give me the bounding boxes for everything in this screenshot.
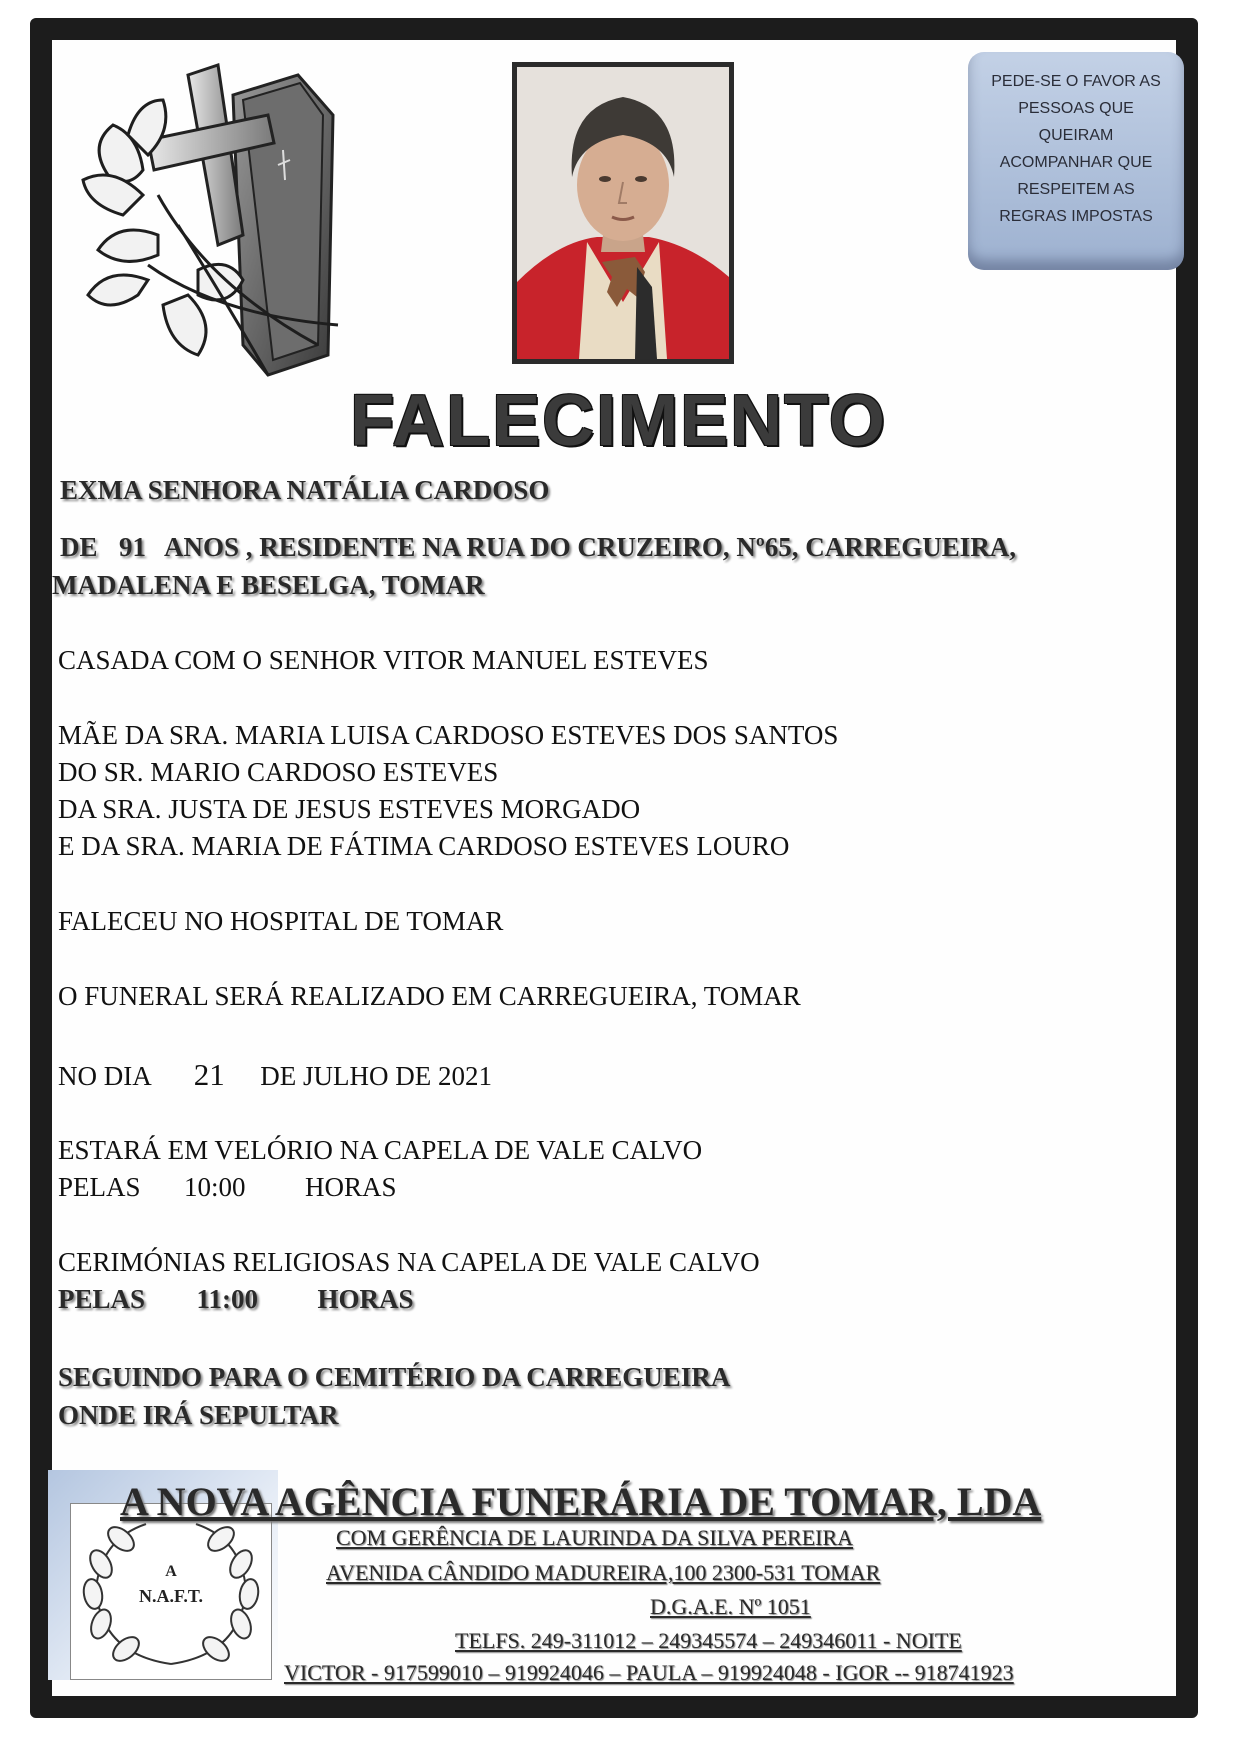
date-prefix: NO DIA <box>58 1061 151 1091</box>
agency-management: COM GERÊNCIA DE LAURINDA DA SILVA PEREIRA <box>336 1525 854 1550</box>
notice-line: REGRAS IMPOSTAS <box>999 208 1153 225</box>
laurel-wreath-icon <box>70 1503 272 1680</box>
funeral-place: O FUNERAL SERÁ REALIZADO EM CARREGUEIRA, TOMAR <box>58 981 801 1011</box>
age-value: 91 <box>119 532 147 562</box>
ceremony-prefix: PELAS <box>58 1284 146 1314</box>
burial-line: SEGUINDO PARA O CEMITÉRIO DA CARREGUEIRA <box>58 1362 731 1392</box>
residence: ANOS , RESIDENTE NA RUA DO CRUZEIRO, Nº65, CARREGUEIRA, <box>164 532 1017 562</box>
ceremony-line: CERIMÓNIAS RELIGIOSAS NA CAPELA DE VALE CALVO <box>58 1247 760 1277</box>
agency-dgae: D.G.A.E. Nº 1051 <box>650 1594 811 1619</box>
deceased-age-residence <box>60 532 1016 563</box>
notice-line: ACOMPANHAR QUE <box>999 154 1153 171</box>
child-line: E DA SRA. MARIA DE FÁTIMA CARDOSO ESTEVES LOURO <box>58 831 790 861</box>
notice-line: RESPEITEM AS <box>1017 181 1135 198</box>
burial-line: ONDE IRÁ SEPULTAR <box>58 1400 339 1430</box>
ceremony-time <box>58 1284 414 1315</box>
residence-continued: MADALENA E BESELGA, TOMAR <box>52 570 485 600</box>
page-title: FALECIMENTO <box>350 381 887 461</box>
date-month-year: DE JULHO DE 2021 <box>260 1061 492 1091</box>
age-prefix: DE <box>60 532 98 562</box>
funeral-date <box>58 1057 492 1093</box>
death-place: FALECEU NO HOSPITAL DE TOMAR <box>58 906 504 936</box>
portrait-photo <box>512 62 734 364</box>
child-line: DA SRA. JUSTA DE JESUS ESTEVES MORGADO <box>58 794 641 824</box>
date-day: 21 <box>193 1057 225 1092</box>
agency-phones: TELFS. 249-311012 – 249345574 – 249346011 - NOITE <box>455 1628 962 1653</box>
ceremony-suffix: HORAS <box>317 1284 414 1314</box>
agency-name: A NOVA AGÊNCIA FUNERÁRIA DE TOMAR, LDA <box>120 1479 1042 1524</box>
seal-text: N.A.F.T. <box>138 1586 204 1606</box>
ceremony-time-value: 11:00 <box>196 1284 259 1314</box>
wake-prefix: PELAS <box>58 1172 141 1202</box>
child-line: DO SR. MARIO CARDOSO ESTEVES <box>58 757 499 787</box>
wake-line: ESTARÁ EM VELÓRIO NA CAPELA DE VALE CALVO <box>58 1135 703 1165</box>
agency-address: AVENIDA CÂNDIDO MADUREIRA,100 2300-531 TOMAR <box>326 1560 881 1585</box>
cross-lily-bible-icon <box>68 55 368 385</box>
notice-line: PESSOAS QUE <box>1018 100 1134 117</box>
deceased-name: EXMA SENHORA NATÁLIA CARDOSO <box>60 475 550 505</box>
seal-letter: A <box>165 1563 177 1580</box>
wake-suffix: HORAS <box>305 1172 397 1202</box>
notice-line: QUEIRAM <box>1038 127 1114 144</box>
agency-contacts: VICTOR - 917599010 – 919924046 – PAULA – 919924048 - IGOR -- 918741923 <box>284 1660 1014 1685</box>
notice-line: PEDE-SE O FAVOR AS <box>991 73 1161 90</box>
spouse-line: CASADA COM O SENHOR VITOR MANUEL ESTEVES <box>58 645 709 675</box>
child-line: MÃE DA SRA. MARIA LUISA CARDOSO ESTEVES DOS SANTOS <box>58 720 839 750</box>
wake-time <box>58 1172 397 1203</box>
notice-box <box>968 52 1184 270</box>
wake-time-value: 10:00 <box>184 1172 246 1202</box>
